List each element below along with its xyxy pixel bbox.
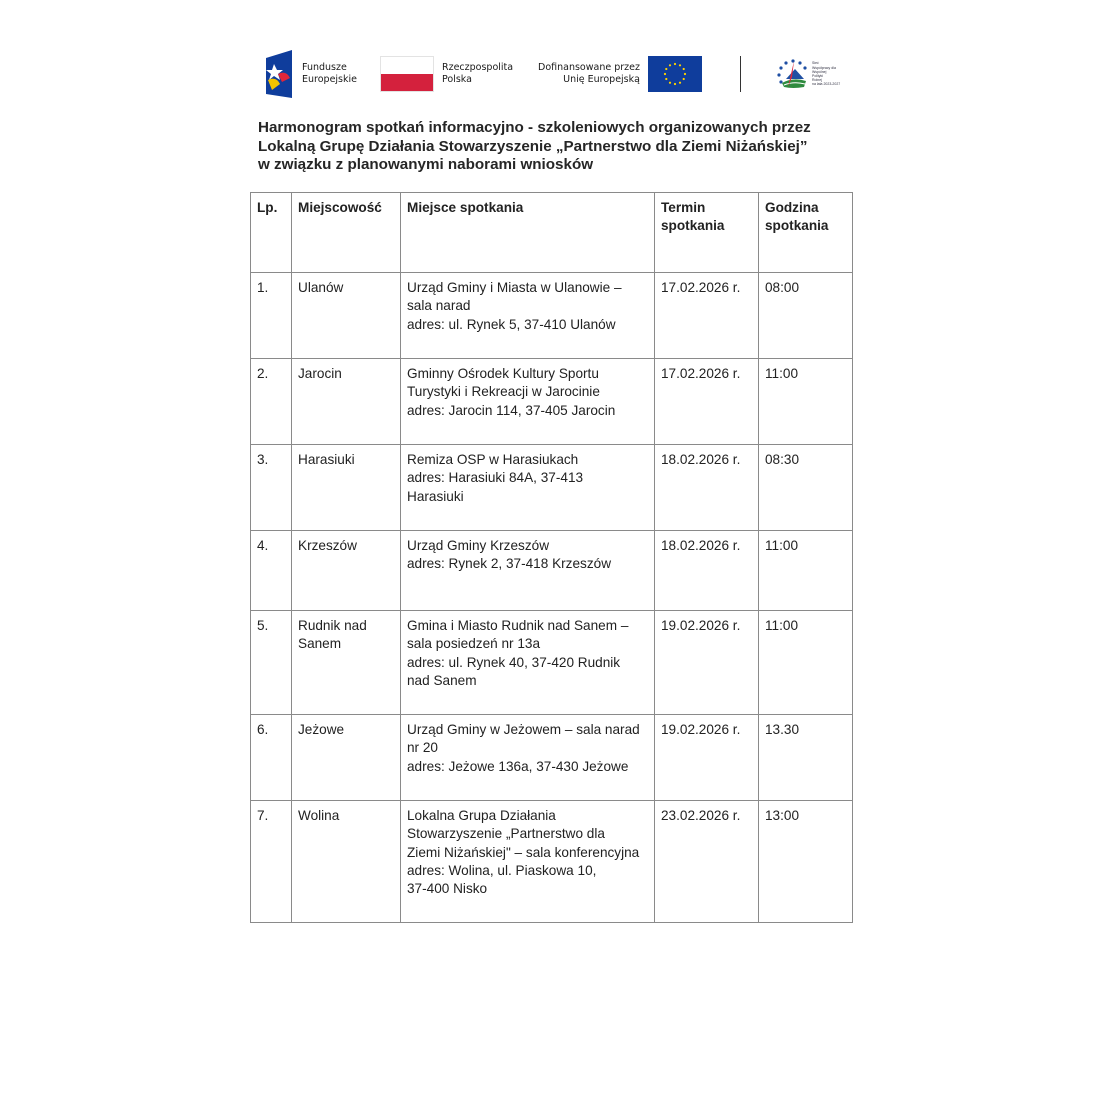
table-row: [251, 273, 853, 359]
rzeczpospolita-polska-text: Rzeczpospolita Polska: [442, 62, 514, 85]
cell-godzina: 11:00: [759, 531, 853, 611]
table-row: [251, 359, 853, 445]
ksow-emblem-icon: [776, 57, 810, 91]
cell-miejsce: Remiza OSP w Harasiukach adres: Harasiuki 84A, 37-413 Harasiuki: [401, 445, 655, 531]
header-miejscowosc: Miejscowość: [292, 193, 401, 273]
cell-lp: 4.: [251, 531, 292, 611]
cell-miejscowosc: Jeżowe: [292, 715, 401, 801]
cell-miejscowosc: Rudnik nad Sanem: [292, 611, 401, 715]
cell-godzina: 11:00: [759, 611, 853, 715]
cell-miejscowosc: Jarocin: [292, 359, 401, 445]
cell-miejscowosc: Krzeszów: [292, 531, 401, 611]
cell-miejscowosc: Harasiuki: [292, 445, 401, 531]
cell-termin: 17.02.2026 r.: [655, 359, 759, 445]
cell-miejscowosc: Wolina: [292, 801, 401, 923]
cell-termin: 18.02.2026 r.: [655, 445, 759, 531]
cell-godzina: 08:30: [759, 445, 853, 531]
logo-bar: [266, 48, 856, 100]
cell-miejsce: Gminny Ośrodek Kultury Sportu Turystyki i Rekreacji w Jarocinie adres: Jarocin 114, 37-405 Jarocin: [401, 359, 655, 445]
cell-lp: 7.: [251, 801, 292, 923]
eu-cofunding-text: Dofinansowane przez Unię Europejską: [538, 62, 640, 85]
ksow-text: Sieć Współpracy dla Wspólnej Polityki Rolnej na lata 2023-2027: [812, 61, 841, 87]
eu-cofunding-logo: [538, 48, 702, 100]
cell-godzina: 08:00: [759, 273, 853, 359]
meeting-schedule-table: [250, 192, 853, 923]
table-header-row: [251, 193, 853, 273]
document-title: Harmonogram spotkań informacyjno - szkoleniowych organizowanych przez Lokalną Grupę Działania Stowarzyszenie „Partnerstwo dla Ziemi Niżańskiej” w związku z planowanymi naborami wniosków: [258, 119, 811, 173]
header-termin-spotkania: Termin spotkania: [655, 193, 759, 273]
header-miejsce-spotkania: Miejsce spotkania: [401, 193, 655, 273]
cell-termin: 19.02.2026 r.: [655, 715, 759, 801]
cell-godzina: 13.30: [759, 715, 853, 801]
fundusze-europejskie-logo: [266, 48, 357, 100]
fundusze-europejskie-text: Fundusze Europejskie: [302, 62, 357, 85]
fundusze-europejskie-icon: [266, 50, 292, 98]
eu-flag-icon: [648, 56, 702, 92]
cell-lp: 6.: [251, 715, 292, 801]
cell-miejsce: Urząd Gminy i Miasta w Ulanowie – sala narad adres: ul. Rynek 5, 37-410 Ulanów: [401, 273, 655, 359]
table-row: [251, 445, 853, 531]
cell-termin: 23.02.2026 r.: [655, 801, 759, 923]
table-row: [251, 531, 853, 611]
rzeczpospolita-polska-logo: [380, 48, 513, 100]
cell-termin: 19.02.2026 r.: [655, 611, 759, 715]
cell-lp: 1.: [251, 273, 292, 359]
cell-miejsce: Urząd Gminy Krzeszów adres: Rynek 2, 37-418 Krzeszów: [401, 531, 655, 611]
cell-godzina: 11:00: [759, 359, 853, 445]
header-godzina-spotkania: Godzina spotkania: [759, 193, 853, 273]
cell-miejsce: Urząd Gminy w Jeżowem – sala narad nr 20 adres: Jeżowe 136a, 37-430 Jeżowe: [401, 715, 655, 801]
header-lp: Lp.: [251, 193, 292, 273]
cell-miejscowosc: Ulanów: [292, 273, 401, 359]
polish-flag-icon: [380, 56, 434, 92]
cell-miejsce: Lokalna Grupa Działania Stowarzyszenie „Partnerstwo dla Ziemi Niżańskiej" – sala konferencyjna adres: Wolina, ul. Piaskowa 10, 37-400 Nisko: [401, 801, 655, 923]
ksow-logo: [776, 48, 840, 100]
cell-godzina: 13:00: [759, 801, 853, 923]
cell-miejsce: Gmina i Miasto Rudnik nad Sanem – sala posiedzeń nr 13a adres: ul. Rynek 40, 37-420 Rudnik nad Sanem: [401, 611, 655, 715]
table-row: [251, 715, 853, 801]
cell-lp: 3.: [251, 445, 292, 531]
logo-divider: [740, 56, 741, 92]
cell-termin: 18.02.2026 r.: [655, 531, 759, 611]
table-row: [251, 611, 853, 715]
cell-lp: 5.: [251, 611, 292, 715]
cell-lp: 2.: [251, 359, 292, 445]
table-row: [251, 801, 853, 923]
cell-termin: 17.02.2026 r.: [655, 273, 759, 359]
